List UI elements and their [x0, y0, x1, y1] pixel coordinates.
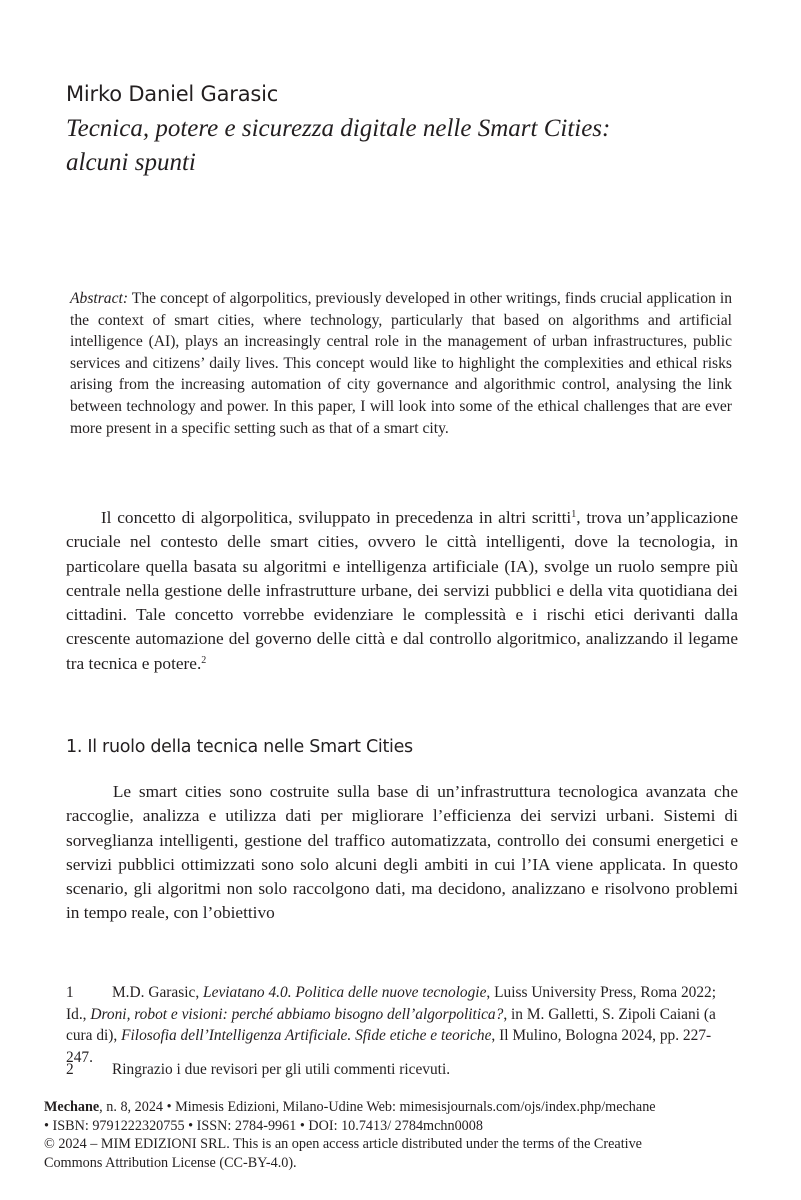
title-line-1: Tecnica, potere e sicurezza digitale nelle Smart Cities: [66, 115, 611, 142]
footnote-1-chapter-title: Droni, robot e visioni: perché abbiamo bisogno dell’algorpolitica? [90, 1005, 504, 1023]
colophon-line-2: • ISBN: 9791222320755 • ISSN: 2784-9961 • DOI: 10.7413/ 2784mchn0008 [44, 1117, 483, 1134]
section-heading: 1. Il ruolo della tecnica nelle Smart Cities [66, 737, 413, 757]
title-line-2: alcuni spunti [66, 149, 196, 176]
colophon-line-3: © 2024 – MIM EDIZIONI SRL. This is an open access article distributed under the terms of the Creative [44, 1136, 642, 1152]
footnote-1-text-a: M.D. Garasic, [112, 984, 204, 1001]
footnote-1-book-title: Leviatano 4.0. Politica delle nuove tecnologie [203, 984, 487, 1001]
footnote-2-text: Ringrazio i due revisori per gli utili commenti ricevuti. [112, 1061, 451, 1078]
footnote-ref-2[interactable]: 2 [201, 654, 207, 666]
intro-text-part-1: Il concetto di algorpolitica, sviluppato in precedenza in altri scritti [100, 508, 572, 527]
intro-paragraph [66, 506, 738, 676]
abstract-label: Abstract: [70, 290, 129, 307]
footnote-1-text-c: , Luiss University Press, Roma 2022; Id., [66, 984, 716, 1023]
footnote-1-volume-title: Filosofia dell’Intelligenza Artificiale. Sfide etiche e teoriche [121, 1027, 492, 1044]
journal-name: Mechane [44, 1099, 100, 1115]
footnote-1-number: 1 [66, 984, 74, 1001]
footnote-1 [66, 982, 738, 1068]
colophon-line-4: Commons Attribution License (CC-BY-4.0). [44, 1154, 297, 1171]
abstract [70, 288, 732, 439]
footnote-1-text-g: , Il Mulino, Bologna 2024, pp. 227-247. [66, 1027, 712, 1066]
colophon-line-1 [44, 1098, 744, 1117]
abstract-text: The concept of algorpolitics, previously developed in other writings, finds crucial application in the context of smart cities, where technology, particularly that based on algorithms and artificial intelligence (AI), plays an increasingly central role in the management of urban infrastructures, public services and citizens’ daily lives. This concept would like to highlight the complexities and ethical risks arising from the increasing automation of city governance and algorithmic control, analysing the link between technology and power. In this paper, I will look into some of the ethical challenges that are ever more present in a specific setting such as that of a smart city. [70, 290, 732, 437]
footnote-2 [66, 1059, 738, 1081]
footnote-2-number: 2 [66, 1061, 74, 1078]
article-title [66, 112, 746, 180]
footnote-1-text-e: , in M. Galletti, S. Zipoli Caiani (a cura di), [66, 1005, 716, 1044]
author-name: Mirko Daniel Garasic [66, 82, 279, 106]
intro-text-part-2: , trova un’applicazione cruciale nel contesto delle smart cities, ovvero le città intelligenti, dove la tecnologia, in particolare quella basata su algoritmi e intelligenza artificiale (IA), svolge un ruolo sempre più centrale nella gestione delle infrastrutture urbane, dei servizi pubblici e della vita quotidiana dei cittadini. Tale concetto vorrebbe evidenziare le complessità e i rischi etici derivanti dalla crescente automazione del governo delle città e dal controllo algoritmico, analizzando il legame tra tecnica e potere. [66, 508, 738, 673]
section-paragraph [66, 780, 738, 926]
footnote-ref-1[interactable]: 1 [571, 509, 577, 520]
colophon-publisher: , n. 8, 2024 • Mimesis Edizioni, Milano-Udine Web: mimesisjournals.com/ojs/index.php/mechane [99, 1099, 656, 1115]
section-text: Le smart cities sono costruite sulla base di un’infrastruttura tecnologica avanzata che raccoglie, analizza e utilizza dati per migliorare l’efficienza dei servizi urbani. Sistemi di sorveglianza intelligenti, gestione del traffico automatizzata, controllo dei consumi energetici e servizi pubblici ottimizzati sono solo alcuni degli ambiti in cui l’IA viene applicata. In questo scenario, gli algoritmi non solo raccolgono dati, ma decidono, analizzano e risolvono problemi in tempo reale, con l’obiettivo [66, 782, 738, 923]
colophon [44, 1098, 744, 1172]
